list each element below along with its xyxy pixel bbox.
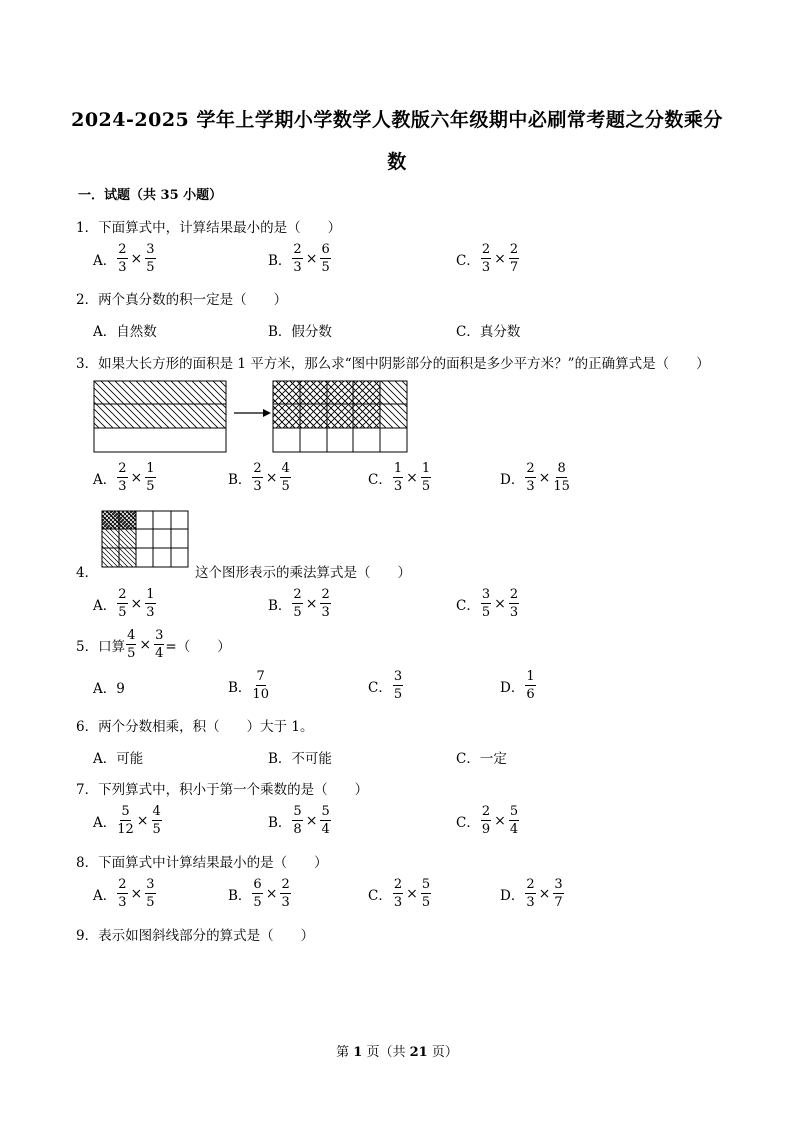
- fraction: [320, 805, 330, 836]
- denominator: 5: [146, 479, 155, 494]
- page-footer: 第 1 页（共 21 页）: [336, 1045, 458, 1060]
- numerator: 1: [146, 461, 155, 476]
- denominator: 5: [321, 260, 330, 275]
- option-label: C．: [456, 814, 480, 831]
- question-3-option-c[interactable]: [368, 462, 432, 493]
- numerator: 4: [281, 461, 290, 476]
- right-rectangle: [273, 381, 407, 452]
- denominator: 4: [509, 822, 519, 837]
- denominator: 5: [281, 479, 290, 494]
- denominator: 5: [127, 646, 136, 661]
- fraction: [252, 462, 262, 493]
- fraction: [525, 462, 535, 493]
- denominator: 3: [118, 895, 127, 910]
- fraction: [421, 462, 431, 493]
- numerator: 5: [321, 804, 330, 819]
- fraction: [481, 805, 491, 836]
- question-5-stem: [76, 629, 231, 660]
- question-5-option-a[interactable]: A．9: [93, 681, 125, 697]
- denominator: 6: [526, 687, 535, 702]
- numerator: 2: [526, 461, 535, 476]
- fraction: [126, 629, 136, 660]
- fraction: [509, 243, 519, 274]
- fraction: [320, 588, 330, 619]
- denominator: 3: [146, 605, 155, 620]
- question-8-option-c[interactable]: [368, 878, 432, 909]
- document-title-line2: 数: [387, 151, 407, 173]
- fraction: [145, 878, 155, 909]
- fraction: [393, 878, 403, 909]
- numerator: 3: [481, 587, 491, 602]
- question-2-option-c[interactable]: C．真分数: [456, 324, 521, 340]
- denominator: 4: [155, 646, 164, 661]
- fraction: [145, 588, 155, 619]
- fraction: [320, 243, 330, 274]
- option-label: A．: [93, 814, 117, 831]
- question-2-option-a[interactable]: A．自然数: [93, 324, 157, 340]
- denominator: 5: [152, 822, 161, 837]
- numerator: 2: [321, 587, 330, 602]
- option-label: D．: [500, 471, 525, 488]
- question-2-option-b[interactable]: B．假分数: [268, 324, 332, 340]
- option-label: A．: [93, 252, 117, 269]
- denominator: 3: [526, 479, 535, 494]
- fraction: [252, 670, 269, 701]
- fraction: [292, 243, 302, 274]
- denominator: 4: [321, 822, 330, 837]
- numerator: 2: [293, 587, 302, 602]
- option-label: B．: [268, 597, 292, 614]
- numerator: 2: [393, 877, 403, 892]
- denominator: 3: [253, 479, 262, 494]
- question-4-figure: [101, 510, 191, 570]
- denominator: 5: [253, 895, 262, 910]
- question-1-stem: 1．下面算式中，计算结果最小的是（ ）: [76, 220, 342, 236]
- question-3-figure: [93, 380, 413, 455]
- fraction: [509, 588, 519, 619]
- question-5-option-b[interactable]: [228, 670, 270, 701]
- numerator: 4: [127, 628, 136, 643]
- fraction: [553, 878, 563, 909]
- question-4-option-b[interactable]: [268, 588, 332, 619]
- numerator: 3: [155, 628, 164, 643]
- denominator: 5: [118, 605, 127, 620]
- numerator: 2: [293, 242, 302, 257]
- fraction: [525, 670, 535, 701]
- fraction: [117, 462, 127, 493]
- fraction: [393, 670, 403, 701]
- times-symbol: ×: [130, 469, 143, 486]
- numerator: 6: [253, 877, 262, 892]
- question-8-option-d[interactable]: [500, 878, 565, 909]
- denominator: 3: [393, 479, 403, 494]
- denominator: 3: [526, 895, 535, 910]
- question-5-option-d[interactable]: [500, 670, 537, 701]
- denominator: 5: [146, 260, 155, 275]
- question-1-option-b[interactable]: [268, 243, 332, 274]
- fraction: [280, 878, 290, 909]
- option-label: B．: [228, 679, 252, 696]
- question-7-option-a[interactable]: [93, 805, 163, 836]
- fraction: [525, 878, 535, 909]
- times-symbol: ×: [406, 885, 418, 902]
- option-label: C．: [368, 471, 392, 488]
- question-6-option-b[interactable]: B．不可能: [268, 751, 332, 767]
- denominator: 3: [393, 895, 403, 910]
- option-label: C．: [368, 679, 392, 696]
- question-8-option-a[interactable]: [93, 878, 157, 909]
- denominator: 5: [393, 687, 403, 702]
- question-2-stem: 2．两个真分数的积一定是（ ）: [76, 292, 288, 308]
- denominator: 7: [509, 260, 519, 275]
- numerator: 1: [526, 669, 535, 684]
- question-4-option-a[interactable]: [93, 588, 157, 619]
- numerator: 2: [509, 242, 519, 257]
- numerator: 2: [481, 804, 491, 819]
- times-symbol: ×: [494, 812, 506, 829]
- denominator: 3: [118, 260, 127, 275]
- fraction: [421, 878, 431, 909]
- fraction: [292, 805, 302, 836]
- question-4-number: 4．: [76, 565, 99, 581]
- denominator: 5: [421, 895, 431, 910]
- fraction: [117, 805, 134, 836]
- times-symbol: ×: [130, 250, 143, 267]
- option-label: C．: [368, 887, 392, 904]
- denominator: 3: [293, 260, 302, 275]
- option-label: D．: [500, 887, 525, 904]
- fraction: [481, 243, 491, 274]
- numerator: 6: [321, 242, 330, 257]
- page-total: 21: [409, 1045, 428, 1060]
- numerator: 2: [118, 877, 127, 892]
- fraction: [154, 629, 164, 660]
- times-symbol: ×: [130, 595, 143, 612]
- numerator: 2: [118, 242, 127, 257]
- numerator: 5: [421, 877, 431, 892]
- numerator: 1: [421, 461, 431, 476]
- denominator: 5: [293, 605, 302, 620]
- option-label: D．: [500, 679, 525, 696]
- fraction: [145, 462, 155, 493]
- numerator: 1: [393, 461, 403, 476]
- denominator: 12: [117, 822, 134, 837]
- fraction: [117, 878, 127, 909]
- numerator: 3: [393, 669, 403, 684]
- times-symbol: ×: [136, 812, 149, 829]
- numerator: 8: [557, 461, 566, 476]
- numerator: 5: [293, 804, 302, 819]
- option-label: A．: [93, 597, 117, 614]
- times-symbol: ×: [139, 636, 152, 653]
- numerator: 2: [481, 242, 491, 257]
- fraction: [145, 243, 155, 274]
- fraction: [252, 878, 262, 909]
- numerator: 2: [253, 461, 262, 476]
- times-symbol: ×: [305, 250, 318, 267]
- question-1-option-a[interactable]: [93, 243, 157, 274]
- times-symbol: ×: [305, 595, 318, 612]
- fraction: [117, 588, 127, 619]
- question-3-option-d[interactable]: [500, 462, 571, 493]
- question-7-option-b[interactable]: [268, 805, 332, 836]
- question-1-option-c[interactable]: [456, 243, 520, 274]
- fraction: [481, 588, 491, 619]
- section-heading: 一．试题（共 35 小题）: [78, 188, 223, 203]
- times-symbol: ×: [305, 812, 318, 829]
- left-rectangle: [94, 381, 226, 452]
- fraction: [509, 805, 519, 836]
- numerator: 5: [121, 804, 130, 819]
- denominator: 5: [146, 895, 155, 910]
- times-symbol: ×: [130, 885, 143, 902]
- numerator: 5: [509, 804, 519, 819]
- question-3-stem: 3．如果大长方形的面积是 1 平方米，那么求“图中阴影部分的面积是多少平方米？”的正确算式是（ ）: [76, 356, 710, 372]
- option-label: B．: [268, 814, 292, 831]
- question-7-option-c[interactable]: [456, 805, 520, 836]
- times-symbol: ×: [494, 250, 506, 267]
- option-label: C．: [456, 252, 480, 269]
- denominator: 3: [118, 479, 127, 494]
- document-title-line1: 2024-2025 学年上学期小学数学人教版六年级期中必刷常考题之分数乘分: [71, 109, 723, 131]
- times-symbol: ×: [265, 885, 278, 902]
- question-6-stem: 6．两个分数相乘，积（ ）大于 1。: [76, 719, 314, 735]
- question-3-option-a[interactable]: [93, 462, 157, 493]
- option-label: A．: [93, 471, 117, 488]
- question-4-option-c[interactable]: [456, 588, 520, 619]
- fraction: [292, 588, 302, 619]
- numerator: 3: [554, 877, 563, 892]
- numerator: 7: [256, 669, 265, 684]
- question-8-stem: 8．下面算式中计算结果最小的是（ ）: [76, 855, 328, 871]
- question-6-option-a[interactable]: A．可能: [93, 751, 144, 767]
- numerator: 2: [281, 877, 290, 892]
- denominator: 9: [481, 822, 491, 837]
- denominator: 3: [481, 260, 491, 275]
- denominator: 3: [321, 605, 330, 620]
- denominator: 7: [554, 895, 563, 910]
- numerator: 3: [146, 877, 155, 892]
- question-8-option-b[interactable]: [228, 878, 292, 909]
- option-label: B．: [228, 471, 252, 488]
- question-5-suffix: =（ ）: [165, 638, 231, 655]
- numerator: 2: [526, 877, 535, 892]
- question-6-option-c[interactable]: C．一定: [456, 751, 507, 767]
- fraction: [553, 462, 570, 493]
- option-label: B．: [228, 887, 252, 904]
- numerator: 3: [146, 242, 155, 257]
- numerator: 4: [152, 804, 161, 819]
- fraction: [393, 462, 403, 493]
- page-number: 1: [353, 1045, 363, 1060]
- denominator: 3: [281, 895, 290, 910]
- arrow-icon: [234, 409, 271, 417]
- fraction: [152, 805, 162, 836]
- numerator: 1: [146, 587, 155, 602]
- question-3-option-b[interactable]: [228, 462, 292, 493]
- numerator: 2: [509, 587, 519, 602]
- denominator: 8: [293, 822, 302, 837]
- denominator: 5: [481, 605, 491, 620]
- option-label: A．: [93, 887, 117, 904]
- fraction: [280, 462, 290, 493]
- question-5-option-c[interactable]: [368, 670, 404, 701]
- question-7-stem: 7．下列算式中，积小于第一个乘数的是（ ）: [76, 782, 369, 798]
- option-label: B．: [268, 252, 292, 269]
- denominator: 5: [421, 479, 431, 494]
- option-label: C．: [456, 597, 480, 614]
- denominator: 15: [553, 479, 570, 494]
- denominator: 10: [252, 687, 269, 702]
- times-symbol: ×: [538, 469, 551, 486]
- question-5-prefix: 5．口算: [76, 638, 126, 655]
- denominator: 3: [509, 605, 519, 620]
- fraction: [117, 243, 127, 274]
- numerator: 2: [118, 587, 127, 602]
- times-symbol: ×: [538, 885, 551, 902]
- times-symbol: ×: [494, 595, 506, 612]
- times-symbol: ×: [406, 469, 418, 486]
- question-9-stem: 9．表示如图斜线部分的算式是（ ）: [76, 928, 315, 944]
- numerator: 2: [118, 461, 127, 476]
- times-symbol: ×: [265, 469, 278, 486]
- question-4-stem: 这个图形表示的乘法算式是（ ）: [195, 565, 411, 581]
